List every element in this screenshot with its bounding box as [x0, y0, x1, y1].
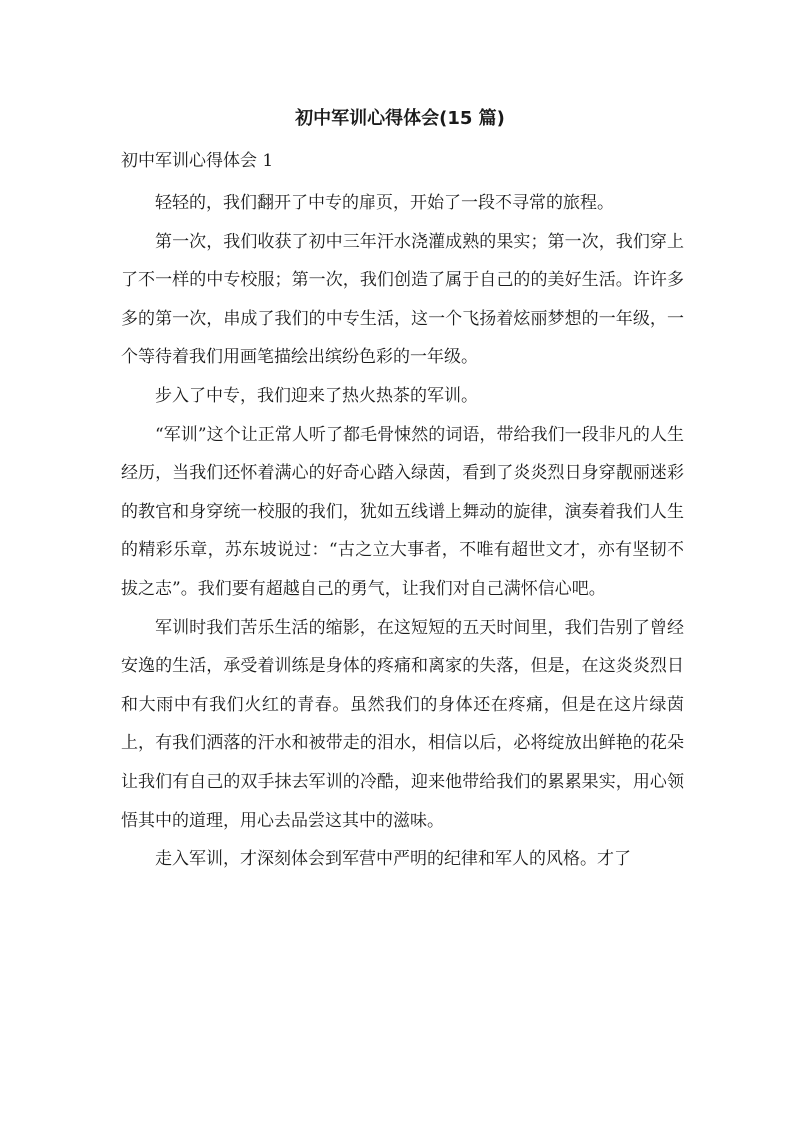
paragraph: 军训时我们苦乐生活的缩影，在这短短的五天时间里，我们告别了曾经安逸的生活，承受着训练是身体的疼痛和离家的失落，但是，在这炎炎烈日和大雨中有我们火红的青春。虽然我们的身体还在疼痛，但是在这片绿茵上，有我们洒落的汗水和被带走的泪水，相信以后，必将绽放出鲜艳的花朵让我们有自己的双手抹去军训的冷酷，迎来他带给我们的累累果实，用心领悟其中的道理，用心去品尝这其中的滋味。 — [121, 617, 684, 831]
document-body — [121, 184, 684, 879]
document-title: 初中军训心得体会(15 篇) — [295, 108, 505, 129]
paragraph: 步入了中专，我们迎来了热火热茶的军训。 — [155, 385, 478, 406]
paragraph: 轻轻的，我们翻开了中专的扉页，开始了一段不寻常的旅程。 — [155, 193, 614, 213]
paragraph: 第一次，我们收获了初中三年汗水浇灌成熟的果实；第一次，我们穿上了不一样的中专校服；第一次，我们创造了属于自己的的美好生活。许许多多的第一次，串成了我们的中专生活，这一个飞扬着炫丽梦想的一年级，一个等待着我们用画笔描绘出缤纷色彩的一年级。 — [121, 231, 684, 368]
paragraph: “军训”这个让正常人听了都毛骨悚然的词语，带给我们一段非凡的人生经历，当我们还怀着满心的好奇心踏入绿茵，看到了炎炎烈日身穿靓丽迷彩的教官和身穿统一校服的我们，犹如五线谱上舞动的旋律，演奏着我们人生的精彩乐章，苏东坡说过：“古之立大事者，不唯有超世文才，亦有坚韧不拔之志”。我们要有超越自己的勇气，让我们对自己满怀信心吧。 — [121, 424, 684, 599]
paragraph: 走入军训，才深刻体会到军营中严明的纪律和军人的风格。才了 — [155, 849, 631, 870]
section-heading: 初中军训心得体会 1 — [121, 151, 274, 171]
